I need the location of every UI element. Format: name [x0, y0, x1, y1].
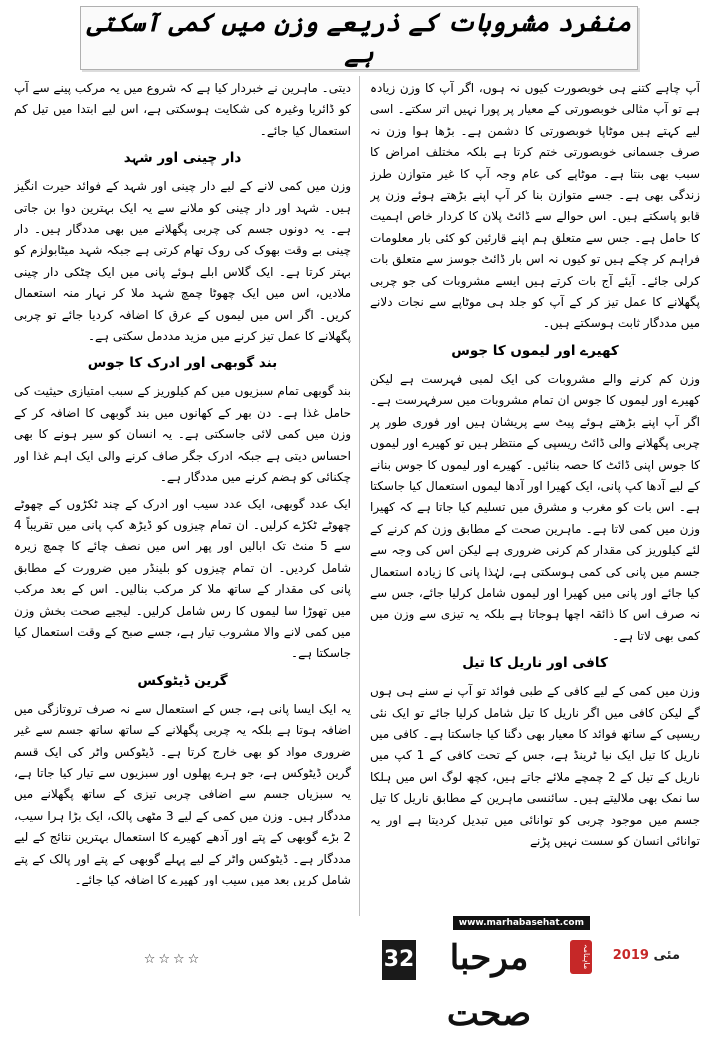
heading-green-detox: گرین ڈیٹوکس — [137, 672, 228, 689]
page-footer — [376, 916, 700, 1034]
intro-paragraph: آپ چاہے کتنے ہی خوبصورت کیوں نہ ہوں، اگر آپ کا وزن زیادہ ہے تو آپ مثالی خوبصورتی کے معیار پر پورا نہیں اتر سکتے۔ اسی لیے کہتے ہیں موٹاپا خوبصورتی کا دشمن ہے۔ بڑھا ہوا وزن نہ صرف جسمانی خوبصورتی ختم کرتا ہے بلکہ مختلف امراض کا سبب بھی بنتا ہے۔ موٹاپے کی عام وجہ آپ کا غیر متوازن طرز زندگی بھی ہے۔ جسے متوازن بنا کر آپ اپنے بڑھتے ہوئے وزن پر قابو پاسکتے ہیں۔ اس حوالے سے ڈائٹ پلان کا کردار خاص اہمیت کا حامل ہے۔ جس سے متعلق ہم اپنے قارئین کو کئی بار معلومات فراہم کر چکے ہیں تو کیوں نہ اس بار ڈائٹ جوسز سے متعلق بات کرلی جائے۔ آیئے آج بات کرتے ہیں ایسے مشروبات کی جو چربی پگھلانے کا عمل تیز کر کے آپ کو جلد ہی موٹاپے سے نجات دلانے میں مددگار ثابت ہوسکتے ہیں۔ — [370, 81, 700, 331]
issue-date — [613, 948, 680, 963]
issue-month: مئی — [653, 948, 680, 963]
heading-coffee-coconut-oil: کافی اور ناریل کا تیل — [462, 655, 608, 672]
article-title — [80, 6, 638, 70]
heading-cabbage-ginger: بند گوبھی اور ادرک کا جوس — [87, 355, 278, 372]
left-column — [14, 78, 351, 886]
cabbage-ginger-paragraph-2: ایک عدد گوبھی، ایک عدد سیب اور ادرک کے چند ٹکڑوں کے چھوٹے چھوٹے ٹکڑے کرلیں۔ ان تمام چیزوں کو ڈیڑھ کپ پانی میں تقریباً 4 سے 5 منٹ تک ابالیں اور پھر اس میں نصف چائے کا چمچ زیرہ شامل کردیں۔ ان تمام چیزوں کو بلینڈر میں ضرورت کے مطابق پانی کی مقدار کے ساتھ ملا کر مرکب بنالیں۔ اس کے بعد مرکب میں تھوڑا سا لیموں کا رس شامل کرلیں۔ لیجیے صحت بخش وزن میں کمی لانے والا مشروب تیار ہے، جسے صبح کے وقت استعمال کیا جاسکتا ہے۔ — [14, 496, 351, 661]
article-title-line1: منفرد مشروبات کے ذریعے وزن میں کمی آسکتی ہے — [86, 8, 632, 68]
cinnamon-honey-paragraph: وزن میں کمی لانے کے لیے دار چینی اور شہد کے فوائد حیرت انگیز ہیں۔ شہد اور دار چینی کو ملانے سے یہ ایک بہترین دوا بن جاتی ہے۔ یہ دونوں جسم کی چربی پگھلانے میں بھی مددگار ہیں۔ دار چینی بے وقت بھوک کی روک تھام کرتی ہے جبکہ شہد میٹابولزم کو بہتر کرتا ہے۔ ایک گلاس ابلے ہوئے پانی میں ایک چٹکی دار چینی ملادیں، اس میں ایک چھوٹا چمچ شہد ملا کر نہار منہ استعمال کریں۔ اگر اس میں لیموں کے عرق کا اضافہ کردیا جائے تو چربی پگھلانے کا عمل تیز کرنے میں مزید مددمل سکتی ہے۔ — [14, 179, 351, 344]
magazine-logo: مرحبا صحت — [446, 938, 532, 1034]
magazine-label: ماہنامہ — [570, 940, 592, 974]
cucumber-lemon-paragraph: وزن کم کرنے والے مشروبات کی ایک لمبی فہرست ہے لیکن کھیرے اور لیموں کا جوس ان تمام مشروبات میں سرفہرست ہے۔ اگر آپ اپنے بڑھتے ہوئے پیٹ سے پریشان ہیں اور فوری طور پر چربی پگھلانے والی ڈائٹ ریسپی کے منتظر ہیں تو کھیرے اور لیموں کا جوس اپنی ڈائٹ کا حصہ بنائیں۔ کھیرے اور لیموں کا جوس بنانے کے لیے آدھا کپ پانی، ایک کھیرا اور آدھا لیموں استعمال کیا جاسکتا ہے۔ اس بات کو مغرب و مشرق میں تسلیم کیا جاتا ہے کہ کھیرا وزن میں کمی لاتا ہے۔ ماہرین صحت کے مطابق وزن کم کرنے کے لئے کیلوریز کی مقدار کم کرنی ضروری ہے لیکن اس کی وجہ سے جسم میں پانی کی کمی ہوسکتی ہے، لہٰذا پانی کا زیادہ استعمال کیا جائے اور پانی میں کھیرا اور لیموں شامل کرلیا جائے، جس سے نہ صرف اس کا ذائقہ اچھا ہوجاتا ہے بلکہ یہ تیزی سے وزن میں کمی بھی لاتا ہے۔ — [370, 371, 700, 643]
issue-year: 2019 — [612, 948, 649, 963]
coffee-coconut-oil-paragraph: وزن میں کمی کے لیے کافی کے طبی فوائد تو آپ نے سنے ہی ہوں گے لیکن کافی میں اگر ناریل کا تیل شامل کرلیا جائے تو ایک نئی ریسپی کے ساتھ فوائد کا معیار بھی دگنا کیا جاسکتا ہے۔ کافی میں ناریل کا تیل ایک نیا ٹرینڈ ہے، جس کے تحت کافی کے 1 کپ میں ناریل کے تیل کے 2 چمچے ملائے جاتے ہیں، کچھ لوگ اس میں ہلکا سا نمک بھی ملالیتے ہیں۔ سائنسی ماہرین کے مطابق ناریل کا تیل جسم میں موجود چربی کو توانائی میں تبدیل کردیتا ہے اور یہ توانائی انسان کو سست نہیں پڑنے — [370, 684, 700, 848]
right-column — [370, 78, 700, 886]
heading-cinnamon-honey: دار چینی اور شہد — [123, 150, 242, 167]
heading-cucumber-lemon: کھیرے اور لیموں کا جوس — [451, 342, 619, 359]
continuation-paragraph: دیتی۔ ماہرین نے خبردار کیا ہے کہ شروع میں یہ مرکب پینے سے آپ کو ڈائریا وغیرہ کی شکایت ہوسکتی ہے، اس لیے ابتدا میں تیل کم استعمال کیا جائے۔ — [14, 81, 351, 138]
page-number: 32 — [382, 940, 416, 980]
website-url: www.marhabasehat.com — [453, 916, 590, 930]
column-divider — [359, 76, 360, 916]
green-detox-paragraph: یہ ایک ایسا پانی ہے، جس کے استعمال سے نہ صرف تروتازگی میں اضافہ ہوتا ہے بلکہ یہ چربی پگھلانے کے ساتھ ساتھ جسم سے غیر ضروری مواد کو بھی خارج کرتا ہے۔ ڈیٹوکس واٹر کی ایک قسم گرین ڈیٹوکس ہے، جو ہرے پھلوں اور سبزیوں سے تیار کیا جاتا ہے، یہ سبزیاں جسم سے اضافی چربی تیزی کے ساتھ پگھلانے میں مددگار ہیں۔ وزن میں کمی کے لیے 3 مٹھی پالک، ایک بڑا ہرا سیب، 2 بڑے گوبھی کے پتے اور آدھے کھیرے کا استعمال بہترین نتائج کے لیے مددگار ہے۔ ڈیٹوکس واٹر کے لیے پہلے گوبھی کے پتے اور پالک کے پتے شامل کریں بعد میں سیب اور کھیرے کا اضافہ کیا جائے۔ — [14, 701, 351, 886]
end-stars: ☆☆☆☆ — [143, 952, 203, 967]
cabbage-ginger-paragraph-1: بند گوبھی تمام سبزیوں میں کم کیلوریز کے سبب امتیازی حیثیت کی حامل غذا ہے۔ دن بھر کے کھانوں میں بند گوبھی کا اضافہ کر کے وزن میں کمی لائی جاسکتی ہے۔ یہ انسان کو سیر ہونے کا بھی احساس دیتی ہے جبکہ ادرک جگر صاف کرنے والی ایک اہم غذا اور چکنائی کو ہضم کرنے میں مددگار ہے۔ — [14, 384, 351, 485]
